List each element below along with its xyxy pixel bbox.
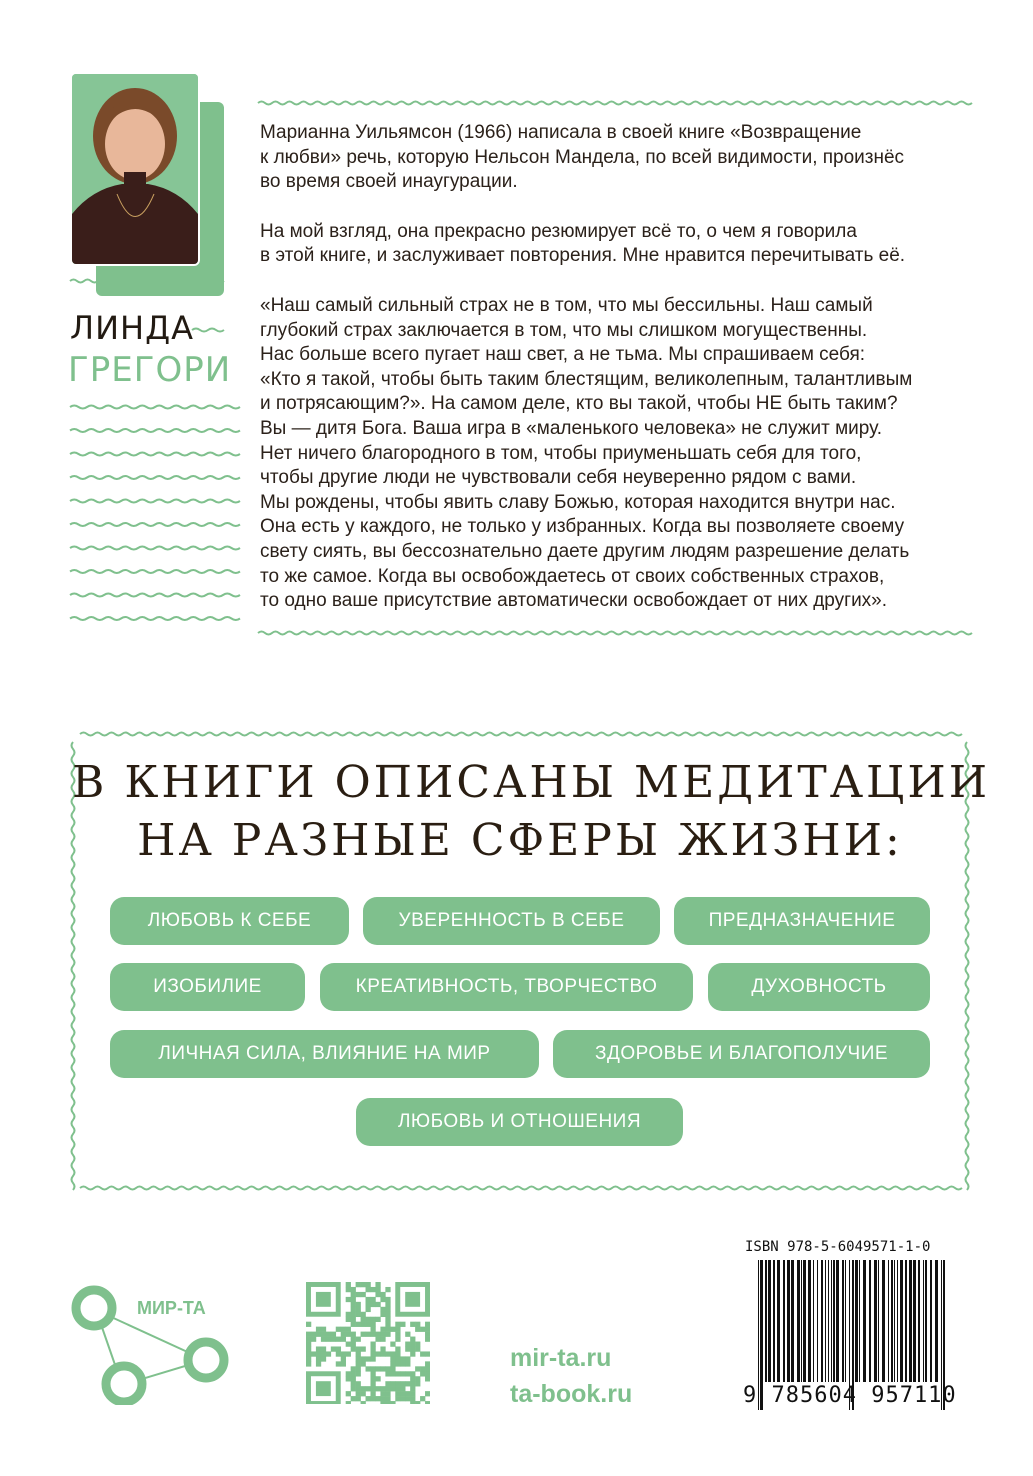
text-line: свету сиять, вы бессознательно даете другим людям разрешение делать: [260, 540, 910, 562]
tag-purpose: ПРЕДНАЗНАЧЕНИЕ: [674, 897, 930, 945]
text-line: то одно ваше присутствие автоматически освобождает от них других».: [260, 590, 888, 612]
barcode-number: 9 785604 957110: [743, 1383, 957, 1408]
wave-line: [70, 429, 240, 432]
text-line: Вы — дитя Бога. Ваша игра в «маленького человека» не служит миру.: [260, 417, 883, 439]
publisher-url[interactable]: ta-book.ru: [510, 1380, 633, 1408]
tag-creativity: КРЕАТИВНОСТЬ, ТВОРЧЕСТВО: [320, 963, 693, 1011]
text-line: Марианна Уильямсон (1966) написала в своей книге «Возвращение: [260, 122, 862, 143]
text-line: в этой книге, и заслуживает повторения. Мне нравится перечитывать её.: [260, 245, 906, 267]
text-line: Нет ничего благородного в том, чтобы приуменьшать себя для того,: [260, 442, 862, 464]
wave-line: [70, 406, 240, 409]
wave-line: [70, 476, 240, 479]
wave-line: [80, 1187, 962, 1190]
tag-spirituality: ДУХОВНОСТЬ: [708, 963, 930, 1011]
author-last-name: ГРЕГОРИ: [68, 350, 232, 390]
wave-line: [70, 570, 240, 573]
publisher-url[interactable]: mir-ta.ru: [510, 1344, 612, 1372]
author-photo: [70, 72, 200, 266]
quote: [260, 294, 990, 614]
tag-self-confidence: УВЕРЕННОСТЬ В СЕБЕ: [363, 897, 660, 945]
wave-line: [192, 329, 224, 332]
qr-code: [306, 1282, 430, 1404]
text-line: к любви» речь, которую Нельсон Мандела, по всей видимости, произнёс: [260, 146, 905, 168]
publisher-logo-text: МИР-ТА: [137, 1298, 206, 1318]
wave-line: [70, 523, 240, 526]
intro-text: [260, 121, 990, 639]
wave-border: [72, 742, 75, 1190]
text-line: и потрясающим?». На самом деле, кто вы такой, чтобы НЕ быть таким?: [260, 393, 898, 415]
text-line: На мой взгляд, она прекрасно резюмирует всё то, о чем я говорила: [260, 220, 857, 242]
wave-line: [258, 102, 972, 105]
text-line: Мы рождены, чтобы явить славу Божью, которая находится внутри нас.: [260, 491, 896, 513]
text-line: Она есть у каждого, не только у избранных. Когда вы позволяете своему: [260, 516, 905, 538]
wave-border: [966, 742, 969, 1190]
text-line: глубокий страх заключается в том, что мы слишком могущественны.: [260, 319, 868, 341]
wave-line: [70, 547, 240, 550]
text-line: «Кто я такой, чтобы быть таким блестящим, великолепным, талантливым: [260, 368, 913, 390]
wave-line: [70, 594, 240, 597]
wave-line: [70, 500, 240, 503]
tag-love-relationships: ЛЮБОВЬ И ОТНОШЕНИЯ: [356, 1098, 683, 1146]
tag-personal-power: ЛИЧНАЯ СИЛА, ВЛИЯНИЕ НА МИР: [110, 1030, 539, 1078]
meditations-heading-line1: В КНИГИ ОПИСАНЫ МЕДИТАЦИИ: [72, 757, 991, 808]
tag-self-love: ЛЮБОВЬ К СЕБЕ: [110, 897, 349, 945]
author-first-name: ЛИНДА: [70, 309, 194, 347]
text-line: во время своей инаугурации.: [260, 171, 518, 193]
paragraph: [260, 220, 990, 269]
paragraph: [260, 121, 990, 195]
tag-abundance: ИЗОБИЛИЕ: [110, 963, 305, 1011]
text-line: то же самое. Когда вы освобождаетесь от своих собственных страхов,: [260, 565, 885, 587]
tag-health: ЗДОРОВЬЕ И БЛАГОПОЛУЧИЕ: [553, 1030, 930, 1078]
text-line: «Наш самый сильный страх не в том, что мы бессильны. Наш самый: [260, 294, 873, 316]
text-line: чтобы другие люди не чувствовали себя неуверенно рядом с вами.: [260, 467, 857, 489]
text-line: Нас больше всего пугает наш свет, а не тьма. Мы спрашиваем себя:: [260, 344, 866, 366]
isbn-text: ISBN 978-5-6049571-1-0: [745, 1239, 931, 1255]
wave-line: [80, 733, 962, 736]
wave-line: [70, 453, 240, 456]
wave-line: [70, 617, 240, 620]
meditations-heading-line2: НА РАЗНЫЕ СФЕРЫ ЖИЗНИ:: [137, 815, 903, 866]
